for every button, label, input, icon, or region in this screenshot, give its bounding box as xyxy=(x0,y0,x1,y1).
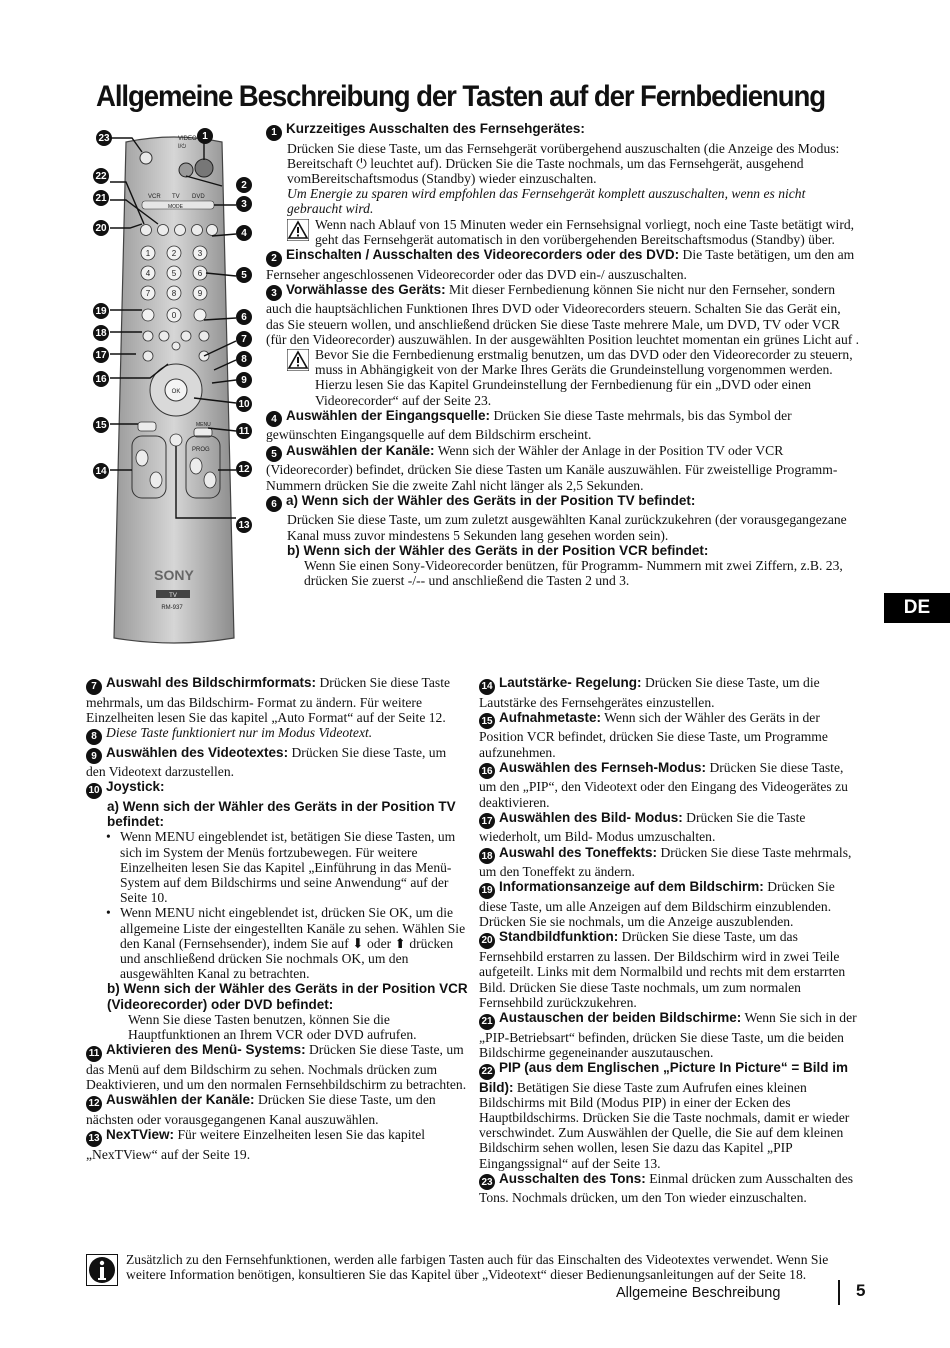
callout-21: 21 xyxy=(93,190,109,206)
callout-12: 12 xyxy=(236,461,252,477)
svg-text:TV: TV xyxy=(169,593,177,599)
item-6a: 6 a) Wenn sich der Wähler des Geräts in der Position TV befindet: xyxy=(266,493,862,513)
item-20: 20 Standbildfunktion: Drücken Sie diese Taste, um das Fernsehbild erstarren zu lassen. Der Bildschirm wird in zwei Teile aufgeteilt. Links mit dem Normalbild und rechts mit dem erstarrten Bild. Drücken Sie diese Taste nochmals, um zum normalen Fernsehbild zurückzukehren. xyxy=(479,929,846,1010)
item-9: 9 Auswählen des Videotextes: Drücken Sie diese Taste, um den Videotext darzustellen. xyxy=(86,744,447,780)
item-18: 18 Auswahl des Toneffekts: Drücken Sie diese Taste mehrmals, um den Toneffekt zu ändern. xyxy=(479,844,852,880)
svg-text:2: 2 xyxy=(171,249,177,258)
svg-text:9: 9 xyxy=(197,289,203,298)
svg-text:6: 6 xyxy=(197,269,203,278)
warning-icon xyxy=(287,219,309,241)
item-5: 5 Auswählen der Kanäle: Wenn sich der Wähler der Anlage in der Position TV oder VCR (Videorecorder) befindet, drücken Sie diese Tasten um Kanäle auszuwählen. Für zweistellige Programm- Nummern drücken Sie die zweite Zahl nicht länger als 2,5 Sekunden. xyxy=(266,442,838,493)
item-3: 3 Vorwählasse des Geräts: Mit dieser Fernbedienung können Sie nicht nur den Fernseher, sondern auch die hauptsächlichen Funktionen Ihres DVD oder Videorecorders steuern. Schalten Sie das Gerät ein, das Sie steuern wollen, und anschließend drücken Sie diese Taste mehrere Male, um DVD, TV oder VCR (für den Videorecorder) auszuwählen. In der ausgewählten Position leuchtet momentan ein grünes Licht auf . xyxy=(266,281,860,347)
info-icon xyxy=(86,1254,118,1286)
svg-text:3: 3 xyxy=(197,249,203,258)
page-title: Allgemeine Beschreibung der Tasten auf der Fernbedienung xyxy=(96,80,826,113)
callout-13: 13 xyxy=(236,517,252,533)
item-14: 14 Lautstärke- Regelung: Drücken Sie diese Taste, um die Lautstärke des Fernsehgerätes einzustellen. xyxy=(479,675,820,710)
callout-8: 8 xyxy=(236,351,252,367)
svg-text:DVD: DVD xyxy=(192,194,205,200)
svg-text:5: 5 xyxy=(171,269,177,278)
item-21: 21 Austauschen der beiden Bildschirme: Wenn Sie sich in der „PIP-Betriebsart“ befinden, drücken Sie diese Taste, um die beiden Bildschirme gegeneinander auszutauschen. xyxy=(479,1009,857,1060)
svg-text:PROG: PROG xyxy=(192,447,210,453)
info-note: Zusätzlich zu den Fernsehfunktionen, werden alle farbigen Tasten auch für das Einschalten des Videotextes verwendet. Wenn Sie weitere Information benötigen, konsultieren Sie das Kapitel über „Videotext“ dieser Bedienungsanleitungen auf der Seite 18. xyxy=(86,1252,836,1286)
item-7: 7 Auswahl des Bildschirmformats: Drücken Sie diese Taste mehrmals, um das Bildschirm- Format zu ändern. Für weitere Einzelheiten lesen Sie das kapitel „Auto Format“ auf der Seite 12. xyxy=(86,675,451,725)
item-23: 23 Ausschalten des Tons: Einmal drücken zum Ausschalten des Tons. Nochmals drücken, um den Ton wieder einzuschalten. xyxy=(479,1170,854,1206)
item-8: 8 Diese Taste funktioniert nur im Modus Videotext. xyxy=(86,725,468,745)
callout-14: 14 xyxy=(93,463,109,479)
callout-9: 9 xyxy=(236,372,252,388)
item-16: 16 Auswählen des Fernseh-Modus: Drücken Sie diese Taste, um den „PIP“, den Videotext oder den Eingang des Videogerätes zu deaktivieren. xyxy=(479,759,848,810)
power-icon: ⏻ xyxy=(356,155,367,171)
item-17: 17 Auswählen des Bild- Modus: Drücken Sie die Taste wiederholt, um Bild- Modus umzuschalten. xyxy=(479,809,806,845)
arrow-down-icon: ⬇ xyxy=(352,935,364,951)
item-2: 2 Einschalten / Ausschalten des Videorecorders oder des DVD: Die Taste betätigen, um den am Fernseher angeschlossenen Videorecorder oder das DVD ein-/ auszuschalten. xyxy=(266,247,855,282)
callout-2: 2 xyxy=(236,177,252,193)
item-10: 10 Joystick: xyxy=(86,779,468,799)
item-12: 12 Auswählen der Kanäle: Drücken Sie diese Taste, um den nächsten oder vorausgegangenen Kanal auszuwählen. xyxy=(86,1092,436,1127)
callout-6: 6 xyxy=(236,309,252,325)
remote-video-label: VIDEO xyxy=(178,136,197,142)
arrow-up-icon: ⬆ xyxy=(394,935,406,951)
item-1: 1 Kurzzeitiges Ausschalten des Fernsehgerätes: xyxy=(266,121,862,141)
footer-divider xyxy=(838,1280,840,1305)
item-22: 22 PIP (aus dem Englischen „Picture In Picture“ = Bild im Bild): Betätigen Sie diese Taste zum Aufrufen eines kleinen Bildschirms mit Bild (Modus PIP) in einer der Ecken des Hauptbildschirms. Drücken Sie die Taste nochmals, damit er wieder verschwindet. Zum Auswählen der Quelle, die Sie auf dem kleinen Bildschirm sehen wollen, lesen Sie dazu das Kapitel „PIP Eingangssignal“ auf der Seite 13. xyxy=(479,1059,850,1171)
svg-text:MODE: MODE xyxy=(168,204,183,210)
callout-5: 5 xyxy=(236,267,252,283)
svg-text:OK: OK xyxy=(171,389,181,395)
svg-text:VCR: VCR xyxy=(148,194,161,200)
item-4: 4 Auswählen der Eingangsquelle: Drücken Sie diese Taste mehrmals, bis das Symbol der gewünschten Eingangsquelle auf dem Bildschirm erscheint. xyxy=(266,407,792,443)
item-11: 11 Aktivieren des Menü- Systems: Drücken Sie diese Taste, um das Menü auf dem Bildschirm zu sehen. Nochmals drücken zum Deaktivieren, und um den normalen Fernsehbildschirm zu betrachten. xyxy=(86,1042,467,1093)
remote-power-label: I/⏻ xyxy=(178,144,187,150)
callout-16: 16 xyxy=(93,371,109,387)
remote-brand: SONY xyxy=(154,567,194,583)
svg-text:4: 4 xyxy=(145,269,151,278)
svg-text:RM-937: RM-937 xyxy=(161,605,183,611)
left-description-column: 7 Auswahl des Bildschirmformats: Drücken Sie diese Taste mehrmals, um das Bildschirm- Format zu ändern. Für weitere Einzelheiten lesen Sie das kapitel „Auto Format“ auf der Seite 12. 8 Diese Taste funktioniert nur im Modus Videotext. 9 Auswählen des Videotextes: Drücken Sie diese Taste, um den Videotext darzustellen. 10 Joystick: a) Wenn sich der Wähler des Geräts in der Position TV befindet: • Wenn MENU eingeblendet ist, betätigen Sie diese Tasten, um sich im System der Menüs fortzubewegen. Für weitere Einzelheiten lesen Sie das Kapitel „Einführung in das Menü- System auf dem Bildschirms und seine Anwendung“ auf der Seite 10. • Wenn MENU nicht eingeblendet ist, drücken Sie OK, um die allgemeine Liste der eingestellten Kanäle zu sehen. Wählen Sie den Kanal (Fernsehsender), indem Sie auf ⬇ oder ⬆ drücken und anschließend drücken Sie nochmals OK, um den ausgewählten Kanal zu betrachten. b) Wenn sich der Wähler des Geräts in der Position VCR (Videorecorder) oder DVD befindet: Wenn Sie diese Tasten benutzen, können Sie die Hauptfunktionen an Ihrem VCR oder DVD aufrufen. 11 Aktivieren des Menü- Systems: Drücken Sie diese Taste, um das Menü auf dem Bildschirm zu sehen. Nochmals drücken zum Deaktivieren, und um den normalen Fernsehbildschirm zu betrachten. 12 Auswählen der Kanäle: Drücken Sie diese Taste, um den nächsten oder vorausgegangenen Kanal auszuwählen. 13 NexTView: Für weitere Einzelheiten lesen Sie das kapitel „NexTView“ auf der Seite 19. xyxy=(86,675,468,1162)
page-number: 5 xyxy=(856,1281,866,1300)
list-item: • Wenn MENU eingeblendet ist, betätigen Sie diese Tasten, um sich im System der Menüs fortzubewegen. Für weitere Einzelheiten lesen Sie das Kapitel „Einführung in das Menü- System auf dem Bildschirms und seine Anwendung“ auf der Seite 10. xyxy=(106,829,456,906)
callout-18: 18 xyxy=(93,325,109,341)
item-13: 13 NexTView: Für weitere Einzelheiten lesen Sie das kapitel „NexTView“ auf der Seite 19. xyxy=(86,1127,426,1162)
callout-17: 17 xyxy=(93,347,109,363)
language-tab: DE xyxy=(884,593,950,623)
warning-note-3: Bevor Sie die Fernbedienung erstmalig benutzen, um das DVD oder den Videorecorder zu steuern, muss in Abhängigkeit von der Marke Ihres Geräts die Grundeinstellung vorgenommen werden. Hierzu lesen Sie das Kapitel Grundeinstellung der Fernbedienung für ein „DVD oder einen Videorecorder“ auf der Seite 23. xyxy=(266,347,862,408)
callout-3: 3 xyxy=(236,196,252,212)
callout-7: 7 xyxy=(236,331,252,347)
warning-icon xyxy=(287,349,309,371)
callout-22: 22 xyxy=(93,168,109,184)
svg-text:1: 1 xyxy=(145,249,151,258)
vcr-power-button-shape xyxy=(179,163,193,177)
right-description-column xyxy=(479,675,861,1206)
item-6b: b) Wenn sich der Wähler des Geräts in der Position VCR befindet: xyxy=(287,542,709,558)
svg-text:TV: TV xyxy=(172,194,180,200)
callout-1: 1 xyxy=(197,128,213,144)
item-15: 15 Aufnahmetaste: Wenn sich der Wähler des Geräts in der Position VCR befindet, drücken Sie diese Taste, um Programme aufzunehmen. xyxy=(479,709,828,760)
callout-11: 11 xyxy=(236,423,252,439)
warning-note-1: Wenn nach Ablauf von 15 Minuten weder ein Fernsehsignal vorliegt, noch eine Taste betätigt wird, geht das Fernsehgerät automatisch in den vorübergehenden Bereitschaftsmodus (Standby) über. xyxy=(266,217,862,247)
footer-section-name: Allgemeine Beschreibung xyxy=(616,1285,781,1301)
callout-15: 15 xyxy=(93,417,109,433)
svg-text:MENU: MENU xyxy=(196,422,211,428)
callout-4: 4 xyxy=(236,225,252,241)
svg-text:7: 7 xyxy=(145,289,151,298)
top-description-column: 1 Kurzzeitiges Ausschalten des Fernsehgerätes: Drücken Sie diese Taste, um das Fernsehgerät vorübergehend auszuschalten (die Anzeige des Modus: Bereitschaft ⏻ leuchtet auf). Drücken Sie die Taste nochmals, um das Fernsehgerät, ausgehend vomBereitschaftsmodus (Standby) wieder einzuschalten. Um Energie zu sparen wird empfohlen das Fernsehgerät komplett auszuschalten, wenn es nicht gebraucht wird. Wenn nach Ablauf von 15 Minuten weder ein Fernsehsignal vorliegt, noch eine Taste betätigt wird, geht das Fernsehgerät automatisch in den vorübergehenden Bereitschaftsmodus (Standby) über. 2 Einschalten / Ausschalten des Videorecorders oder des DVD: Die Taste betätigen, um den am Fernseher angeschlossenen Videorecorder oder das DVD ein-/ auszuschalten. 3 Vorwählasse des Geräts: Mit dieser Fernbedienung können Sie nicht nur den Fernseher, sondern auch die hauptsächlichen Funktionen Ihres DVD oder Videorecorders steuern. Schalten Sie das Gerät ein, das Sie steuern wollen, und anschließend drücken Sie diese Taste mehrere Male, um DVD, TV oder VCR (für den Videorecorder) auszuwählen. In der ausgewählten Position leuchtet momentan ein grünes Licht auf . Bevor Sie die Fernbedienung erstmalig benutzen, um das DVD oder den Videorecorder zu steuern, muss in Abhängigkeit von der Marke Ihres Geräts die Grundeinstellung vorgenommen werden. Hierzu lesen Sie das Kapitel Grundeinstellung der Fernbedienung für ein „DVD oder einen Videorecorder“ auf der Seite 23. 4 Auswählen der Eingangsquelle: Drücken Sie diese Taste mehrmals, bis das Symbol der gewünschten Eingangsquelle auf dem Bildschirm erscheint. 5 Auswählen der Kanäle: Wenn sich der Wähler der Anlage in der Position TV oder VCR (Videorecorder) befindet, drücken Sie diese Tasten um Kanäle auszuwählen. Für zweistellige Programm- Nummern drücken Sie die zweite Zahl nicht länger als 2,5 Sekunden. 6 a) Wenn sich der Wähler des Geräts in der Position TV befindet: Drücken Sie diese Taste, um zum zuletzt ausgewählten Kanal zurückzukehren (der vorausgegangezane Kanal muss zuvor mindestens 5 Sekunden lang gesehen worden sein). b) Wenn sich der Wähler des Geräts in der Position VCR befindet: Wenn Sie einen Sony-Videorecorder benützen, für Programm- Nummern mit zwei Ziffern, z.B. 23, drücken Sie zuerst -/-- und anschließend die Tasten 2 und 3. xyxy=(266,121,862,588)
callout-23: 23 xyxy=(96,130,112,146)
item-19: 19 Informationsanzeige auf dem Bildschirm: Drücken Sie diese Taste, um alle Anzeigen auf dem Bildschirm einzublenden. Drücken Sie sie nochmals, um die Anzeige auszublenden. xyxy=(479,879,835,930)
callout-10: 10 xyxy=(236,396,252,412)
mute-button-shape xyxy=(140,152,152,164)
svg-text:8: 8 xyxy=(171,289,177,298)
callout-20: 20 xyxy=(93,220,109,236)
callout-19: 19 xyxy=(93,303,109,319)
svg-text:0: 0 xyxy=(171,311,177,320)
list-item: • Wenn MENU nicht eingeblendet ist, drücken Sie OK, um die allgemeine Liste der eingestellten Kanäle zu sehen. Wählen Sie den Kanal (Fernsehsender), indem Sie auf ⬇ oder ⬆ drücken und anschließend drücken Sie nochmals OK, um den ausgewählten Kanal zu betrachten. xyxy=(106,905,466,982)
tv-power-button-shape xyxy=(195,159,213,177)
